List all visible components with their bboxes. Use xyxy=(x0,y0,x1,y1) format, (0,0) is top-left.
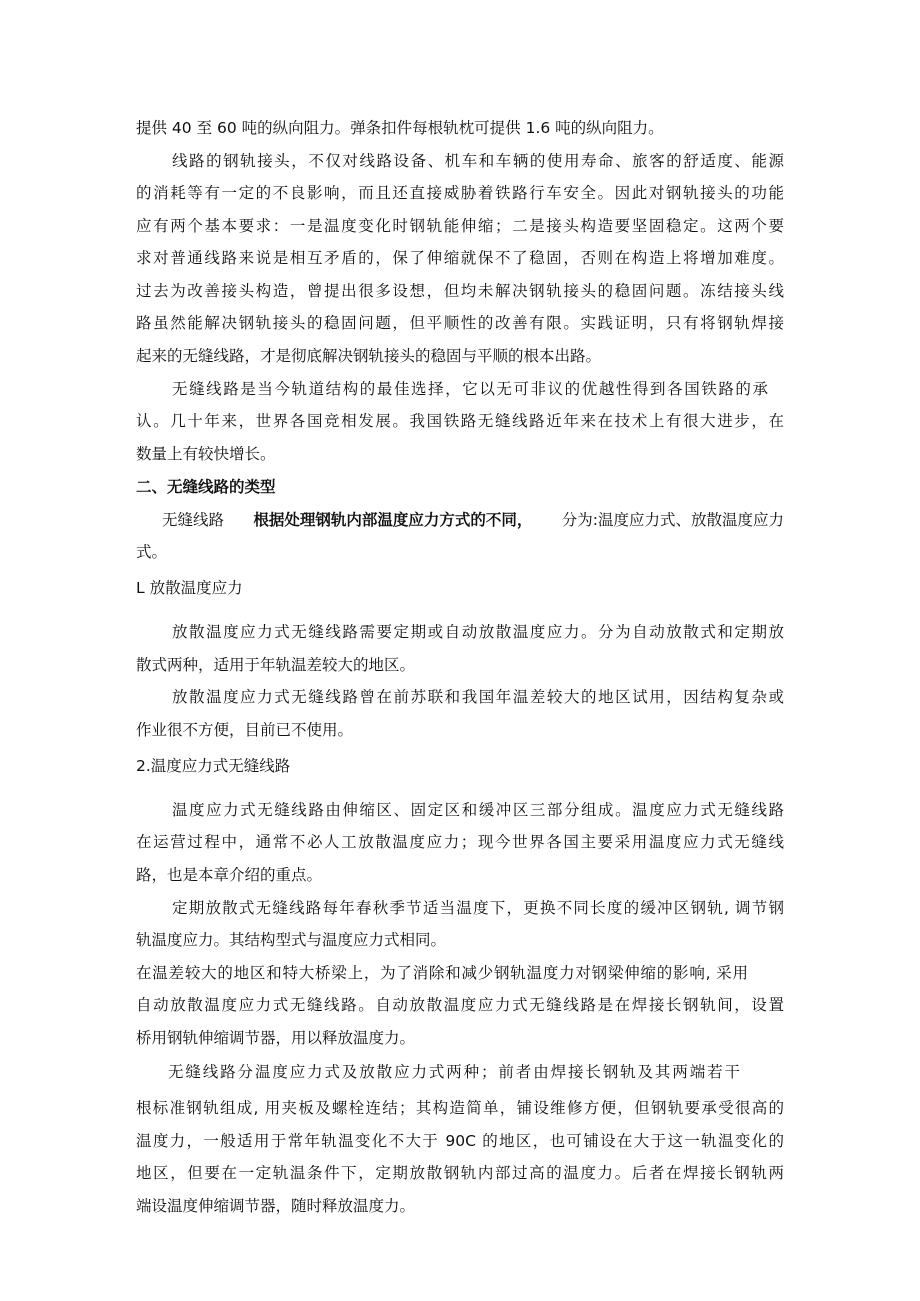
text-line: 路虽然能解决钢轨接头的稳固问题，但平顺性的改善有限。实践证明，只有将钢轨焊接 xyxy=(136,314,784,332)
text-line: 端设温度伸缩调节器，随时释放温度力。 xyxy=(136,1197,416,1215)
text-line: 提供 40 至 60 吨的纵向阻力。弹条扣件每根轨枕可提供 1.6 吨的纵向阻力。 xyxy=(136,119,664,137)
text-line: 根标准钢轨组成, 用夹板及螺栓连结；其构造简单，铺设维修方便，但钢轨要承受很高的 xyxy=(136,1099,784,1117)
text-line: 应有两个基本要求：一是温度变化时钢轨能伸缩；二是接头构造要坚固稳定。这两个要 xyxy=(136,217,784,235)
text-line: 的消耗等有一定的不良影响，而且还直接威胁着铁路行车安全。因此对钢轨接头的功能 xyxy=(136,184,784,202)
text-line: 地区，但要在一定轨温条件下，定期放散钢轨内部过高的温度力。后者在焊接长钢轨两 xyxy=(136,1164,784,1182)
text-line: 无缝线路是当今轨道结构的最佳选择，它以无可非议的优越性得到各国铁路的承 xyxy=(172,380,768,398)
subsection-heading: L 放散温度应力 xyxy=(136,579,243,597)
text-segment: 无缝线路 xyxy=(162,511,225,529)
text-line: 线路的钢轨接头，不仅对线路设备、机车和车辆的使用寿命、旅客的舒适度、能源 xyxy=(172,152,784,170)
text-line: 自动放散温度应力式无缝线路。自动放散温度应力式无缝线路是在焊接长钢轨间，设置 xyxy=(136,996,784,1014)
text-line: 放散温度应力式无缝线路曾在前苏联和我国年温差较大的地区试用，因结构复杂或 xyxy=(172,688,784,706)
text-line: 式。 xyxy=(136,543,168,561)
text-line: 轨温度应力。其结构型式与温度应力式相同。 xyxy=(136,931,447,949)
text-line: 在温差较大的地区和特大桥梁上，为了消除和减少钢轨温度力对钢梁伸缩的影响, 采用 xyxy=(136,964,748,982)
text-line: 温度力，一般适用于常年轨温变化不大于 90C 的地区，也可铺设在大于这一轨温变化的 xyxy=(136,1132,784,1150)
text-line: 放散温度应力式无缝线路需要定期或自动放散温度应力。分为自动放散式和定期放 xyxy=(172,623,784,641)
text-line: 数量上有较快增长。 xyxy=(136,445,276,463)
text-segment: 分为:温度应力式、放散温度应力 xyxy=(561,511,784,529)
text-line: 温度应力式无缝线路由伸缩区、固定区和缓冲区三部分组成。温度应力式无缝线路 xyxy=(172,801,784,819)
text-line: 起来的无缝线路，才是彻底解决钢轨接头的稳固与平顺的根本出路。 xyxy=(136,347,602,365)
text-line xyxy=(162,510,784,530)
text-line: 过去为改善接头构造，曾提出很多设想，但均未解决钢轨接头的稳固问题。冻结接头线 xyxy=(136,282,784,300)
text-line: 认。几十年来，世界各国竞相发展。我国铁路无缝线路近年来在技术上有很大进步，在 xyxy=(136,412,784,430)
text-line: 路，也是本章介绍的重点。 xyxy=(136,866,323,884)
text-line: 定期放散式无缝线路每年春秋季节适当温度下，更换不同长度的缓冲区钢轨, 调节钢 xyxy=(172,899,784,917)
text-line: 作业很不方便，目前已不使用。 xyxy=(136,721,354,739)
section-heading: 二、无缝线路的类型 xyxy=(136,478,276,496)
bold-segment: 根据处理钢轨内部温度应力方式的不同， xyxy=(253,511,533,529)
text-line: 桥用钢轨伸缩调节器，用以释放温度力。 xyxy=(136,1029,416,1047)
text-line: 散式两种，适用于年轨温差较大的地区。 xyxy=(136,656,416,674)
text-line: 无缝线路分温度应力式及放散应力式两种；前者由焊接长钢轨及其两端若干 xyxy=(168,1063,740,1081)
text-line: 求对普通线路来说是相互矛盾的，保了伸缩就保不了稳固，否则在构造上将增加难度。 xyxy=(136,249,784,267)
subsection-heading: 2.温度应力式无缝线路 xyxy=(136,757,291,775)
text-line: 在运营过程中，通常不必人工放散温度应力；现今世界各国主要采用温度应力式无缝线 xyxy=(136,833,784,851)
